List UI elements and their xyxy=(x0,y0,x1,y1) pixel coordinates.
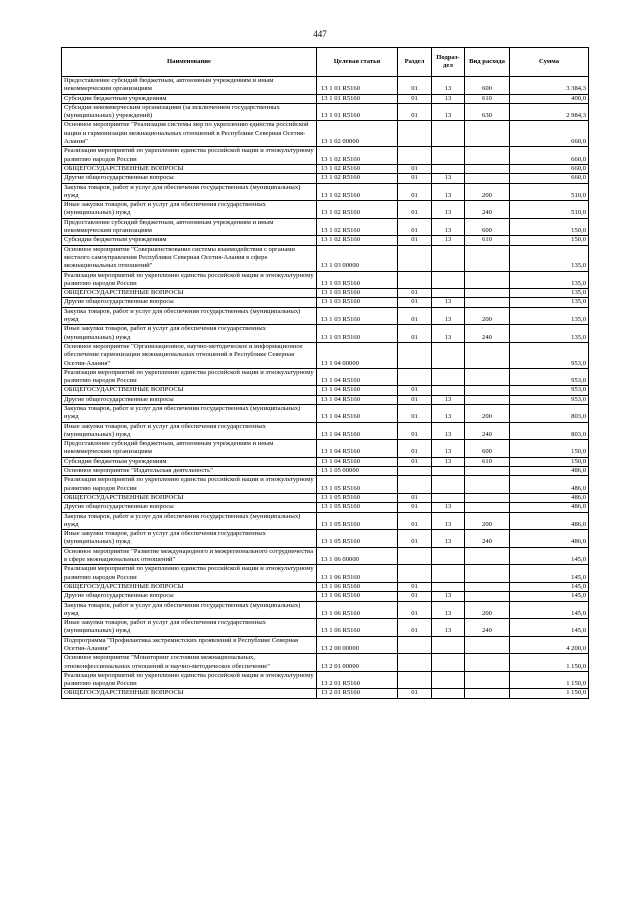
table-row xyxy=(62,245,589,271)
row-section: 01 xyxy=(398,103,432,121)
header-subsection: Подраз-дел xyxy=(432,48,465,77)
header-name: Наименование xyxy=(62,48,317,77)
row-target-article: 13 1 03 00000 xyxy=(317,245,398,271)
row-section xyxy=(398,368,432,386)
row-amount: 953,0 xyxy=(510,368,589,386)
table-row xyxy=(62,77,589,95)
row-section: 01 xyxy=(398,236,432,245)
row-name: Закупка товаров, работ и услуг для обеспечения государственных (муниципальных) нужд xyxy=(62,183,317,201)
row-subsection: 13 xyxy=(432,404,465,422)
row-target-article: 13 1 02 R5160 xyxy=(317,174,398,183)
row-amount: 145,0 xyxy=(510,601,589,619)
row-name: Иные закупки товаров, работ и услуг для обеспечения государственных (муниципальных) нужд xyxy=(62,325,317,343)
row-amount: 803,0 xyxy=(510,422,589,440)
row-section: 01 xyxy=(398,289,432,298)
row-amount: 400,0 xyxy=(510,94,589,103)
row-expense-type xyxy=(465,164,510,173)
row-section: 01 xyxy=(398,619,432,637)
row-target-article: 13 1 06 R5160 xyxy=(317,619,398,637)
row-amount: 486,0 xyxy=(510,476,589,494)
row-amount: 1 150,0 xyxy=(510,689,589,698)
row-name: Иные закупки товаров, работ и услуг для обеспечения государственных (муниципальных) нужд xyxy=(62,530,317,548)
row-section xyxy=(398,342,432,368)
row-name: Основное мероприятие "Развитие международного и межрегионального сотрудничества в сфере межнациональных отношений" xyxy=(62,547,317,565)
row-expense-type: 200 xyxy=(465,601,510,619)
row-subsection: 13 xyxy=(432,619,465,637)
row-target-article: 13 1 02 R5160 xyxy=(317,164,398,173)
row-name: ОБЩЕГОСУДАРСТВЕННЫЕ ВОПРОСЫ xyxy=(62,164,317,173)
row-name: Реализация мероприятий по укреплению единства российской нации и этнокультурному развитию народов России xyxy=(62,565,317,583)
row-expense-type: 240 xyxy=(465,201,510,219)
row-amount: 135,0 xyxy=(510,325,589,343)
table-row xyxy=(62,147,589,165)
row-subsection: 13 xyxy=(432,218,465,236)
row-name: Основное мероприятие "Издательская деятельность" xyxy=(62,467,317,476)
row-subsection xyxy=(432,271,465,289)
row-expense-type: 240 xyxy=(465,325,510,343)
row-subsection xyxy=(432,386,465,395)
row-name: Субсидии бюджетным учреждениям xyxy=(62,236,317,245)
row-subsection xyxy=(432,342,465,368)
row-section: 01 xyxy=(398,183,432,201)
row-subsection: 13 xyxy=(432,94,465,103)
row-subsection xyxy=(432,245,465,271)
row-amount: 145,0 xyxy=(510,565,589,583)
table-row xyxy=(62,236,589,245)
row-name: Предоставление субсидий бюджетным, автономным учреждениям и иным некоммерческим организациям xyxy=(62,440,317,458)
row-name: Основное мероприятие "Реализация системы мер по укреплению единства российской нации и гармонизации межнациональных отношений в Республике Северная Осетия-Алания" xyxy=(62,121,317,147)
table-row xyxy=(62,164,589,173)
row-name: Другие общегосударственные вопросы xyxy=(62,395,317,404)
row-name: Реализация мероприятий по укреплению единства российской нации и этнокультурному развитию народов России xyxy=(62,368,317,386)
row-target-article: 13 1 05 00000 xyxy=(317,467,398,476)
row-expense-type: 240 xyxy=(465,619,510,637)
row-expense-type: 600 xyxy=(465,218,510,236)
table-row xyxy=(62,582,589,591)
table-row xyxy=(62,636,589,654)
row-expense-type xyxy=(465,476,510,494)
row-name: Предоставление субсидий бюджетным, автономным учреждениям и иным некоммерческим организациям xyxy=(62,77,317,95)
table-row xyxy=(62,307,589,325)
row-subsection xyxy=(432,289,465,298)
row-section: 01 xyxy=(398,77,432,95)
row-section xyxy=(398,121,432,147)
row-expense-type xyxy=(465,636,510,654)
row-target-article: 13 1 06 R5160 xyxy=(317,601,398,619)
row-amount: 803,0 xyxy=(510,404,589,422)
row-expense-type xyxy=(465,503,510,512)
row-name: Иные закупки товаров, работ и услуг для обеспечения государственных (муниципальных) нужд xyxy=(62,619,317,637)
row-expense-type: 200 xyxy=(465,183,510,201)
row-amount: 145,0 xyxy=(510,619,589,637)
row-target-article: 13 1 03 R5160 xyxy=(317,271,398,289)
row-section: 01 xyxy=(398,174,432,183)
row-expense-type xyxy=(465,547,510,565)
row-target-article: 13 2 01 00000 xyxy=(317,654,398,672)
row-amount: 150,0 xyxy=(510,218,589,236)
row-section: 01 xyxy=(398,592,432,601)
row-subsection: 13 xyxy=(432,422,465,440)
row-amount: 953,0 xyxy=(510,386,589,395)
row-target-article: 13 1 04 00000 xyxy=(317,342,398,368)
row-amount: 135,0 xyxy=(510,271,589,289)
row-target-article: 13 1 03 R5160 xyxy=(317,325,398,343)
row-section: 01 xyxy=(398,218,432,236)
row-section xyxy=(398,565,432,583)
row-subsection: 13 xyxy=(432,530,465,548)
row-target-article: 13 1 02 R5160 xyxy=(317,218,398,236)
row-section: 01 xyxy=(398,422,432,440)
row-name: ОБЩЕГОСУДАРСТВЕННЫЕ ВОПРОСЫ xyxy=(62,689,317,698)
row-amount: 150,0 xyxy=(510,236,589,245)
row-expense-type xyxy=(465,368,510,386)
row-section: 01 xyxy=(398,164,432,173)
row-amount: 3 384,3 xyxy=(510,77,589,95)
table-row xyxy=(62,289,589,298)
table-row xyxy=(62,201,589,219)
row-section: 01 xyxy=(398,307,432,325)
table-row xyxy=(62,565,589,583)
row-target-article: 13 1 01 R5160 xyxy=(317,94,398,103)
table-row xyxy=(62,654,589,672)
row-expense-type xyxy=(465,147,510,165)
row-amount: 145,0 xyxy=(510,547,589,565)
table-row xyxy=(62,503,589,512)
table-row xyxy=(62,512,589,530)
row-expense-type xyxy=(465,298,510,307)
row-amount: 150,0 xyxy=(510,440,589,458)
row-target-article: 13 1 02 R5160 xyxy=(317,147,398,165)
row-target-article: 13 1 03 R5160 xyxy=(317,289,398,298)
row-target-article: 13 1 01 R5160 xyxy=(317,103,398,121)
row-expense-type xyxy=(465,174,510,183)
row-section: 01 xyxy=(398,530,432,548)
row-name: Субсидии бюджетным учреждениям xyxy=(62,457,317,466)
row-expense-type: 200 xyxy=(465,404,510,422)
row-expense-type: 240 xyxy=(465,530,510,548)
row-name: Другие общегосударственные вопросы xyxy=(62,298,317,307)
header-target-article: Целевая статья xyxy=(317,48,398,77)
row-name: ОБЩЕГОСУДАРСТВЕННЫЕ ВОПРОСЫ xyxy=(62,493,317,502)
row-target-article: 13 1 05 R5160 xyxy=(317,476,398,494)
row-section: 01 xyxy=(398,325,432,343)
row-expense-type xyxy=(465,582,510,591)
row-subsection: 13 xyxy=(432,440,465,458)
row-amount: 150,0 xyxy=(510,457,589,466)
row-target-article: 13 1 02 R5160 xyxy=(317,201,398,219)
row-expense-type xyxy=(465,395,510,404)
row-amount: 510,0 xyxy=(510,201,589,219)
row-section xyxy=(398,671,432,689)
table-row xyxy=(62,94,589,103)
header-expense-type: Вид расхода xyxy=(465,48,510,77)
row-subsection xyxy=(432,689,465,698)
row-section: 01 xyxy=(398,395,432,404)
table-row xyxy=(62,218,589,236)
row-amount: 486,0 xyxy=(510,503,589,512)
row-amount: 510,0 xyxy=(510,183,589,201)
row-target-article: 13 1 01 R5160 xyxy=(317,77,398,95)
table-row xyxy=(62,619,589,637)
row-name: ОБЩЕГОСУДАРСТВЕННЫЕ ВОПРОСЫ xyxy=(62,582,317,591)
row-amount: 486,0 xyxy=(510,512,589,530)
row-name: Предоставление субсидий бюджетным, автономным учреждениям и иным некоммерческим организациям xyxy=(62,218,317,236)
row-subsection: 13 xyxy=(432,183,465,201)
table-row xyxy=(62,121,589,147)
row-subsection xyxy=(432,476,465,494)
table-row xyxy=(62,386,589,395)
row-amount: 135,0 xyxy=(510,289,589,298)
row-name: Иные закупки товаров, работ и услуг для обеспечения государственных (муниципальных) нужд xyxy=(62,422,317,440)
row-expense-type: 630 xyxy=(465,103,510,121)
row-subsection xyxy=(432,671,465,689)
row-section: 01 xyxy=(398,689,432,698)
row-name: Субсидии некоммерческим организациям (за исключением государственных (муниципальных) учреждений) xyxy=(62,103,317,121)
row-target-article: 13 1 04 R5160 xyxy=(317,386,398,395)
row-name: ОБЩЕГОСУДАРСТВЕННЫЕ ВОПРОСЫ xyxy=(62,386,317,395)
row-amount: 486,0 xyxy=(510,530,589,548)
row-subsection: 13 xyxy=(432,395,465,404)
row-name: Реализация мероприятий по укреплению единства российской нации и этнокультурному развитию народов России xyxy=(62,671,317,689)
row-expense-type xyxy=(465,245,510,271)
row-subsection: 13 xyxy=(432,601,465,619)
row-section xyxy=(398,147,432,165)
row-section: 01 xyxy=(398,512,432,530)
row-name: Реализация мероприятий по укреплению единства российской нации и этнокультурному развитию народов России xyxy=(62,476,317,494)
row-amount: 1 150,0 xyxy=(510,654,589,672)
table-row xyxy=(62,298,589,307)
row-expense-type xyxy=(465,565,510,583)
table-row xyxy=(62,476,589,494)
row-expense-type xyxy=(465,493,510,502)
row-subsection: 13 xyxy=(432,325,465,343)
row-section xyxy=(398,654,432,672)
row-section: 01 xyxy=(398,94,432,103)
row-expense-type xyxy=(465,121,510,147)
row-name: Закупка товаров, работ и услуг для обеспечения государственных (муниципальных) нужд xyxy=(62,404,317,422)
row-expense-type: 610 xyxy=(465,236,510,245)
row-subsection xyxy=(432,493,465,502)
table-row xyxy=(62,601,589,619)
row-target-article: 13 1 05 R5160 xyxy=(317,512,398,530)
row-subsection: 13 xyxy=(432,77,465,95)
row-section: 01 xyxy=(398,493,432,502)
row-expense-type xyxy=(465,689,510,698)
row-expense-type xyxy=(465,289,510,298)
table-row xyxy=(62,422,589,440)
table-row xyxy=(62,530,589,548)
row-target-article: 13 1 06 00000 xyxy=(317,547,398,565)
row-amount: 660,0 xyxy=(510,174,589,183)
header-section: Раздел xyxy=(398,48,432,77)
row-target-article: 13 1 06 R5160 xyxy=(317,582,398,591)
row-name: Основное мероприятие "Организационное, научно-методическое и информационное обеспечение гармонизации межнациональных отношений в Республике Северная Осетия-Алания" xyxy=(62,342,317,368)
row-expense-type xyxy=(465,386,510,395)
row-section xyxy=(398,476,432,494)
row-subsection xyxy=(432,164,465,173)
table-row xyxy=(62,671,589,689)
row-name: Основное мероприятие "Совершенствование системы взаимодействия с органами местного самоуправления Республики Северная Осетия-Алания в сфере межнациональных отношений" xyxy=(62,245,317,271)
row-subsection: 13 xyxy=(432,201,465,219)
row-section: 01 xyxy=(398,503,432,512)
row-expense-type xyxy=(465,467,510,476)
row-target-article: 13 1 02 00000 xyxy=(317,121,398,147)
row-amount: 2 984,3 xyxy=(510,103,589,121)
table-row xyxy=(62,592,589,601)
table-row xyxy=(62,183,589,201)
row-section xyxy=(398,467,432,476)
row-name: Другие общегосударственные вопросы xyxy=(62,174,317,183)
row-subsection xyxy=(432,565,465,583)
row-subsection: 13 xyxy=(432,174,465,183)
row-name: Закупка товаров, работ и услуг для обеспечения государственных (муниципальных) нужд xyxy=(62,512,317,530)
row-subsection xyxy=(432,636,465,654)
row-subsection xyxy=(432,121,465,147)
row-subsection: 13 xyxy=(432,298,465,307)
table-row xyxy=(62,368,589,386)
row-target-article: 13 1 06 R5160 xyxy=(317,592,398,601)
table-row xyxy=(62,325,589,343)
row-name: Реализация мероприятий по укреплению единства российской нации и этнокультурному развитию народов России xyxy=(62,271,317,289)
row-name: Иные закупки товаров, работ и услуг для обеспечения государственных (муниципальных) нужд xyxy=(62,201,317,219)
row-amount: 953,0 xyxy=(510,395,589,404)
header-amount: Сумма xyxy=(510,48,589,77)
row-expense-type: 610 xyxy=(465,457,510,466)
row-subsection xyxy=(432,654,465,672)
row-subsection xyxy=(432,147,465,165)
row-subsection xyxy=(432,368,465,386)
row-subsection xyxy=(432,582,465,591)
row-expense-type xyxy=(465,671,510,689)
row-target-article: 13 1 04 R5160 xyxy=(317,395,398,404)
row-section xyxy=(398,636,432,654)
row-name: ОБЩЕГОСУДАРСТВЕННЫЕ ВОПРОСЫ xyxy=(62,289,317,298)
row-target-article: 13 1 03 R5160 xyxy=(317,307,398,325)
row-subsection: 13 xyxy=(432,592,465,601)
row-target-article: 13 1 04 R5160 xyxy=(317,368,398,386)
row-amount: 660,0 xyxy=(510,121,589,147)
row-amount: 145,0 xyxy=(510,592,589,601)
row-target-article: 13 1 06 R5160 xyxy=(317,565,398,583)
row-amount: 145,0 xyxy=(510,582,589,591)
row-subsection xyxy=(432,467,465,476)
row-target-article: 13 2 00 00000 xyxy=(317,636,398,654)
row-expense-type xyxy=(465,592,510,601)
table-row xyxy=(62,493,589,502)
row-section: 01 xyxy=(398,201,432,219)
row-expense-type: 610 xyxy=(465,94,510,103)
table-row xyxy=(62,547,589,565)
table-header-row xyxy=(62,48,589,77)
row-section: 01 xyxy=(398,298,432,307)
row-expense-type xyxy=(465,271,510,289)
row-section xyxy=(398,271,432,289)
row-subsection: 13 xyxy=(432,503,465,512)
row-expense-type xyxy=(465,654,510,672)
row-expense-type: 600 xyxy=(465,440,510,458)
row-amount: 135,0 xyxy=(510,298,589,307)
row-target-article: 13 1 05 R5160 xyxy=(317,503,398,512)
row-target-article: 13 1 04 R5160 xyxy=(317,457,398,466)
row-subsection xyxy=(432,547,465,565)
row-amount: 135,0 xyxy=(510,245,589,271)
row-target-article: 13 1 02 R5160 xyxy=(317,183,398,201)
row-target-article: 13 1 05 R5160 xyxy=(317,530,398,548)
row-subsection: 13 xyxy=(432,512,465,530)
row-name: Другие общегосударственные вопросы xyxy=(62,592,317,601)
row-target-article: 13 1 04 R5160 xyxy=(317,422,398,440)
row-amount: 1 150,0 xyxy=(510,671,589,689)
row-target-article: 13 1 04 R5160 xyxy=(317,404,398,422)
row-target-article: 13 1 05 R5160 xyxy=(317,493,398,502)
row-amount: 4 200,0 xyxy=(510,636,589,654)
table-row xyxy=(62,440,589,458)
row-subsection: 13 xyxy=(432,103,465,121)
table-row xyxy=(62,342,589,368)
row-section: 01 xyxy=(398,457,432,466)
row-subsection: 13 xyxy=(432,236,465,245)
row-section xyxy=(398,245,432,271)
row-subsection: 13 xyxy=(432,457,465,466)
row-section: 01 xyxy=(398,440,432,458)
table-row xyxy=(62,404,589,422)
row-name: Основное мероприятие "Мониторинг состояния межнациональных, этноконфессиональных отношений и научно-методическое обеспечение" xyxy=(62,654,317,672)
row-target-article: 13 1 03 R5160 xyxy=(317,298,398,307)
row-name: Подпрограмма "Профилактика экстремистских проявлений в Республике Северная Осетия-Алания" xyxy=(62,636,317,654)
table-row xyxy=(62,457,589,466)
row-expense-type: 600 xyxy=(465,77,510,95)
table-row xyxy=(62,174,589,183)
row-amount: 486,0 xyxy=(510,493,589,502)
table-row xyxy=(62,467,589,476)
row-target-article: 13 2 01 R5160 xyxy=(317,689,398,698)
row-section xyxy=(398,547,432,565)
budget-table xyxy=(61,47,589,699)
row-name: Субсидии бюджетным учреждениям xyxy=(62,94,317,103)
row-name: Закупка товаров, работ и услуг для обеспечения государственных (муниципальных) нужд xyxy=(62,601,317,619)
row-amount: 660,0 xyxy=(510,164,589,173)
row-target-article: 13 1 04 R5160 xyxy=(317,440,398,458)
row-amount: 486,0 xyxy=(510,467,589,476)
row-expense-type: 240 xyxy=(465,422,510,440)
row-target-article: 13 2 01 R5160 xyxy=(317,671,398,689)
row-target-article: 13 1 02 R5160 xyxy=(317,236,398,245)
row-expense-type xyxy=(465,342,510,368)
row-amount: 135,0 xyxy=(510,307,589,325)
table-row xyxy=(62,103,589,121)
row-expense-type: 200 xyxy=(465,512,510,530)
table-row xyxy=(62,271,589,289)
row-name: Закупка товаров, работ и услуг для обеспечения государственных (муниципальных) нужд xyxy=(62,307,317,325)
row-subsection: 13 xyxy=(432,307,465,325)
row-section: 01 xyxy=(398,601,432,619)
page-number: 447 xyxy=(313,29,327,39)
table-row xyxy=(62,395,589,404)
row-name: Другие общегосударственные вопросы xyxy=(62,503,317,512)
row-amount: 660,0 xyxy=(510,147,589,165)
row-name: Реализация мероприятий по укреплению единства российской нации и этнокультурному развитию народов России xyxy=(62,147,317,165)
row-section: 01 xyxy=(398,404,432,422)
row-expense-type: 200 xyxy=(465,307,510,325)
row-section: 01 xyxy=(398,582,432,591)
row-amount: 953,0 xyxy=(510,342,589,368)
row-section: 01 xyxy=(398,386,432,395)
table-row xyxy=(62,689,589,698)
